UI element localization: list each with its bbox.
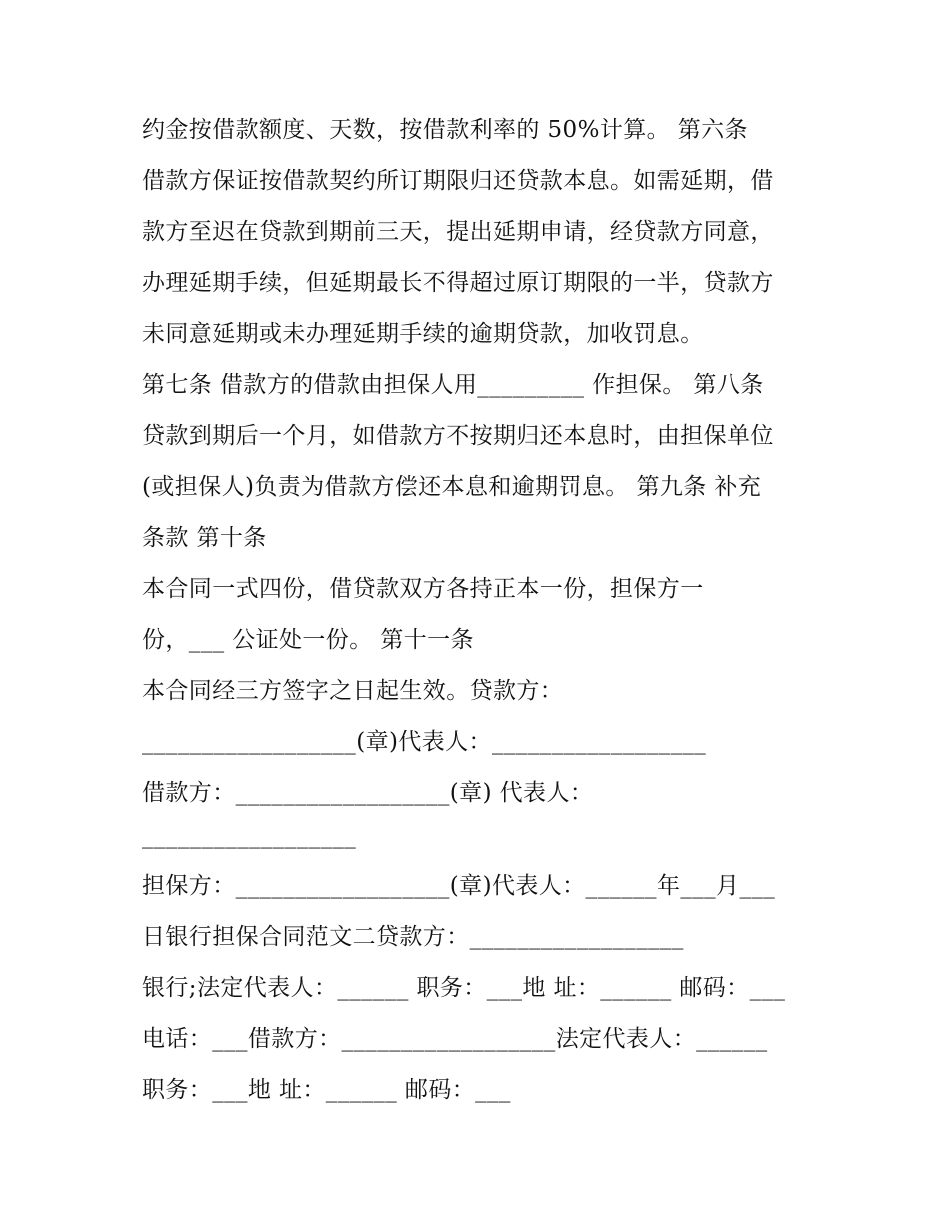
text-line-8: (或担保人)负责为借款方偿还本息和逾期罚息。 第九条 补充 <box>142 474 762 500</box>
text-line-10: 本合同一式四份，借贷款双方各持正本一份，担保方一 <box>142 576 704 602</box>
text-line-13: __________________(章)代表人：__________________ <box>142 729 707 755</box>
text-line-11: 份，___ 公证处一份。 第十一条 <box>142 627 474 653</box>
text-line-15: __________________ <box>142 823 357 849</box>
text-line-14: 借款方：__________________(章) 代表人： <box>142 780 594 806</box>
text-line-17: 日银行担保合同范文二贷款方：__________________ <box>142 924 684 950</box>
text-line-2: 借款方保证按借款契约所订期限归还贷款本息。如需延期，借 <box>142 168 774 194</box>
text-line-18: 银行;法定代表人：______ 职务：___地 址：______ 邮码：___ <box>142 975 786 1001</box>
text-line-9: 条款 第十条 <box>142 525 267 551</box>
text-line-1: 约金按借款额度、天数，按借款利率的 50%计算。 第六条 <box>142 117 748 143</box>
text-line-16: 担保方：__________________(章)代表人：______年___月___ <box>142 873 776 899</box>
text-line-12: 本合同经三方签字之日起生效。贷款方： <box>142 678 564 704</box>
text-line-5: 未同意延期或未办理延期手续的逾期贷款，加收罚息。 <box>142 321 704 347</box>
text-line-20: 职务：___地 址：______ 邮码：___ <box>142 1077 511 1103</box>
text-line-6: 第七条 借款方的借款由担保人用_________ 作担保。 第八条 <box>142 372 764 398</box>
text-line-4: 办理延期手续，但延期最长不得超过原订期限的一半，贷款方 <box>142 270 774 296</box>
text-line-7: 贷款到期后一个月，如借款方不按期归还本息时，由担保单位 <box>142 423 774 449</box>
text-line-19: 电话：___借款方：__________________法定代表人：______ <box>142 1026 768 1052</box>
text-line-3: 款方至迟在贷款到期前三天，提出延期申请，经贷款方同意， <box>142 219 774 245</box>
